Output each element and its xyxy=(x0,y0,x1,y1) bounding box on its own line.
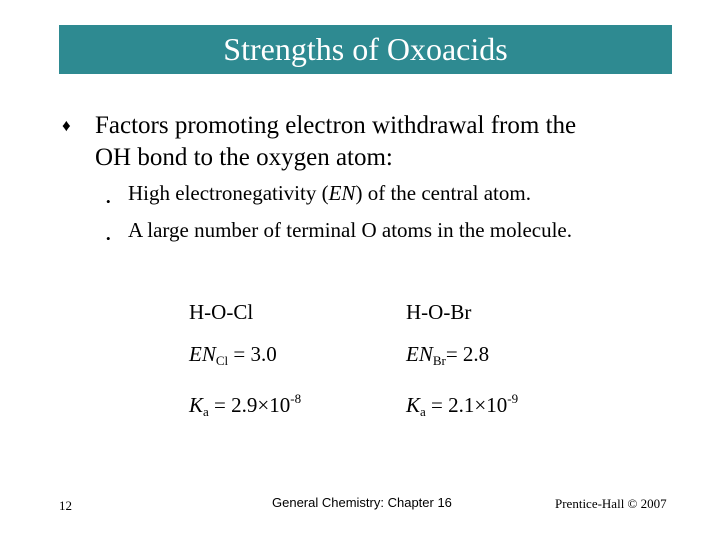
main-bullet xyxy=(62,110,662,174)
en-symbol: EN xyxy=(189,342,216,366)
ka-value: = 2.9×10 xyxy=(208,393,291,417)
dot-bullet-icon: • xyxy=(106,231,111,246)
slide-title: Strengths of Oxoacids xyxy=(223,31,508,67)
sub-bullet-text xyxy=(128,179,531,208)
en-subscript: Cl xyxy=(215,353,229,368)
diamond-bullet-icon: ♦ xyxy=(62,116,71,135)
ka-symbol: K xyxy=(189,393,204,417)
sub-bullet-list xyxy=(106,179,686,253)
sub-bullet-text-part: High electronegativity ( xyxy=(128,181,329,205)
ka-left xyxy=(189,387,301,424)
ka-value: = 2.1×10 xyxy=(425,393,508,417)
sub-bullet-emphasis: EN xyxy=(328,181,356,205)
formula-right: H-O-Br xyxy=(406,300,472,324)
page-number: 12 xyxy=(59,498,72,513)
sub-bullet-item xyxy=(106,179,686,216)
footer-course: General Chemistry: Chapter 16 xyxy=(272,495,452,510)
ka-subscript: a xyxy=(203,404,209,419)
en-symbol: EN xyxy=(406,342,433,366)
footer-copyright: Prentice-Hall © 2007 xyxy=(555,496,667,511)
en-right xyxy=(406,342,489,373)
en-value: = 2.8 xyxy=(445,342,490,366)
ka-right xyxy=(406,387,518,424)
sub-bullet-item xyxy=(106,216,686,253)
ka-exponent: -8 xyxy=(290,391,302,406)
ka-subscript: a xyxy=(420,404,426,419)
ka-symbol: K xyxy=(406,393,421,417)
en-subscript: Br xyxy=(432,353,446,368)
dot-bullet-icon: • xyxy=(106,194,111,209)
main-bullet-text xyxy=(95,110,576,174)
main-bullet-line-1: Factors promoting electron withdrawal from the xyxy=(95,112,577,139)
sub-bullet-text: A large number of terminal O atoms in the molecule. xyxy=(128,218,572,242)
ka-exponent: -9 xyxy=(507,391,519,406)
en-left xyxy=(189,342,277,373)
formula-left: H-O-Cl xyxy=(189,300,254,324)
en-value: = 3.0 xyxy=(228,342,277,366)
sub-bullet-text-part: ) of the central atom. xyxy=(355,181,531,205)
title-bar xyxy=(59,25,672,74)
main-bullet-line-2: OH bond to the oxygen atom: xyxy=(95,144,393,171)
